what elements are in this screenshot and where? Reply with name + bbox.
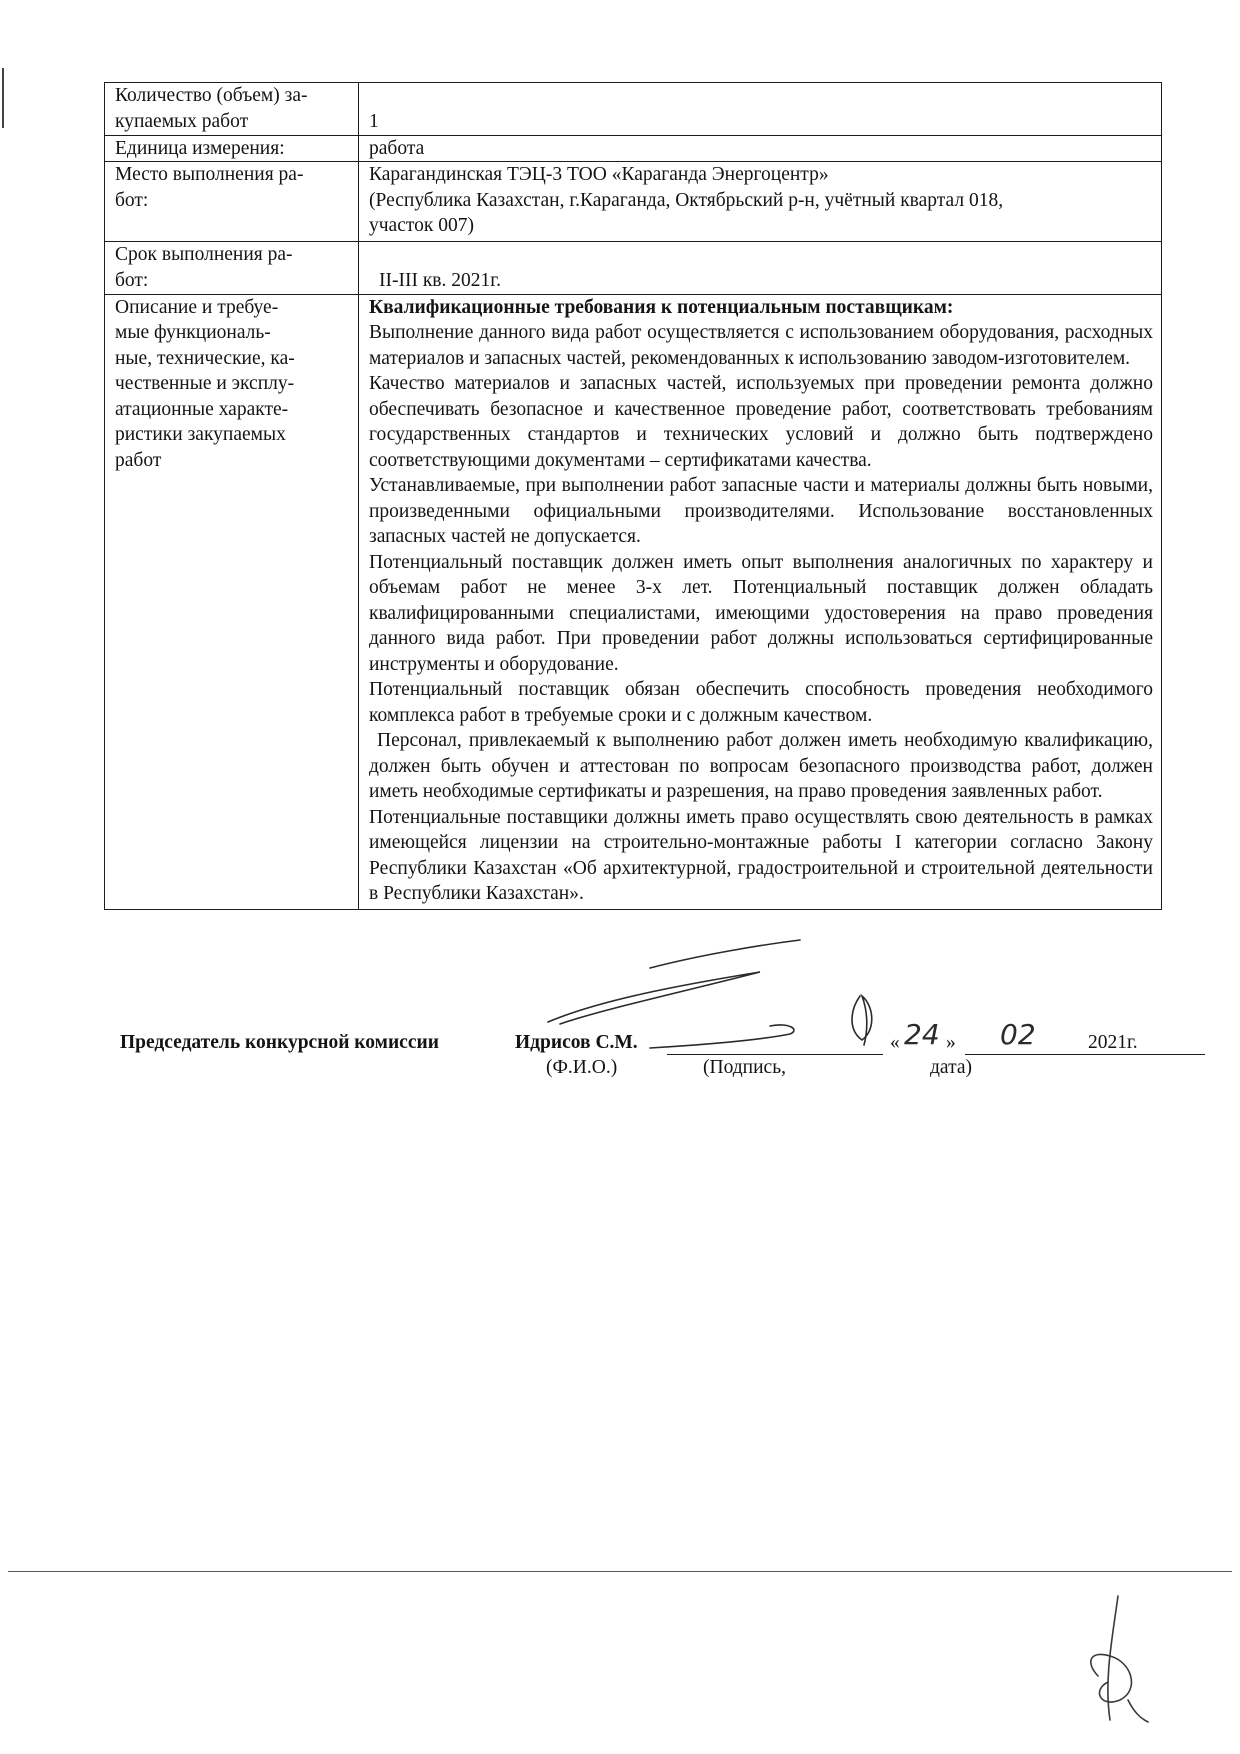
quantity-label-cell — [105, 83, 359, 136]
requirements-table — [104, 82, 1162, 910]
requirement-paragraph: Качество материалов и запасных частей, используемых при проведении ремонта должно обеспечивать безопасное и качественное проведение работ, соответствовать требованиям государственных стандартов и технических условий и должно быть подтверждено соответствующими документами – сертификатами качества. — [369, 373, 1153, 471]
requirements-heading: Квалификационные требования к потенциальным поставщикам: — [369, 296, 954, 318]
date-year: 2021г. — [1088, 1032, 1138, 1053]
row-value: II-III кв. 2021г. — [379, 270, 501, 291]
table-row-unit — [105, 135, 1162, 162]
deadline-value-cell — [359, 242, 1162, 295]
unit-label-cell — [105, 135, 359, 162]
table-row-deadline — [105, 242, 1162, 295]
deadline-label-cell — [105, 242, 359, 295]
requirement-paragraph: Потенциальный поставщик должен иметь опыт выполнения аналогичных по характеру и объемам работ не менее 3-х лет. Потенциальный поставщик должен обладать квалифицированными специалистами, имеющими удостоверения на право проведения данного вида работ. При проведении работ должны использоваться сертифицированные инструменты и оборудование. — [369, 551, 1153, 675]
date-month: 02 — [1000, 1018, 1036, 1051]
location-label-cell — [105, 162, 359, 242]
row-label: Количество (объем) за- купаемых работ — [115, 85, 308, 132]
row-label: Единица измерения: — [115, 137, 285, 159]
scan-edge-mark — [2, 68, 4, 128]
table-row-quantity — [105, 83, 1162, 136]
requirement-paragraph: Потенциальный поставщик обязан обеспечить способность проведения необходимого комплекса работ в требуемые сроки и с должным качеством. — [369, 679, 1153, 726]
date-line — [965, 1054, 1205, 1055]
date-quote-close: » — [946, 1032, 956, 1053]
location-value-cell — [359, 162, 1162, 242]
description-label-cell — [105, 294, 359, 909]
description-value-cell — [359, 294, 1162, 909]
row-value: 1 — [369, 111, 379, 132]
initials-mark — [1091, 1596, 1148, 1722]
table-row-description — [105, 294, 1162, 909]
signature-line — [667, 1054, 883, 1055]
table-row-location — [105, 162, 1162, 242]
row-label: Описание и требуе- мые функциональ- ные, технические, ка- чественные и эксплу- атационные характе- ристики закупаемых работ — [115, 296, 295, 471]
row-value: Карагандинская ТЭЦ-3 ТОО «Караганда Энергоцентр» (Республика Казахстан, г.Караганда, Октябрьский р-н, учётный квартал 018, участок 007) — [369, 164, 1004, 236]
page-divider-line — [8, 1571, 1232, 1572]
row-value: работа — [369, 137, 425, 159]
row-label: Срок выполнения ра- бот: — [115, 244, 293, 291]
row-label: Место выполнения ра- бот: — [115, 164, 304, 211]
caption-fio: (Ф.И.О.) — [546, 1057, 618, 1078]
requirement-paragraph: Выполнение данного вида работ осуществляется с использованием оборудования, расходных материалов и запасных частей, рекомендованных к использованию заводом-изготовителем. — [369, 322, 1153, 369]
date-quote-open: « — [890, 1032, 900, 1053]
signer-name: Идрисов С.М. — [515, 1032, 638, 1053]
requirement-paragraph: Устанавливаемые, при выполнении работ запасные части и материалы должны быть новыми, произведенными официальными производителями. Использование восстановленных запасных частей не допускается. — [369, 475, 1153, 547]
chair-label: Председатель конкурсной комиссии — [120, 1032, 439, 1053]
unit-value-cell — [359, 135, 1162, 162]
date-day: 24 — [904, 1018, 940, 1051]
quantity-value-cell — [359, 83, 1162, 136]
requirement-paragraph: Персонал, привлекаемый к выполнению работ должен иметь необходимую квалификацию, должен быть обучен и аттестован по вопросам безопасного производства работ, должен иметь необходимые сертификаты и разрешения, на право проведения заявленных работ. — [369, 730, 1153, 802]
signature-captions — [120, 1057, 1160, 1087]
requirement-paragraph: Потенциальные поставщики должны иметь право осуществлять свою деятельность в рамках имеющейся лицензии на строительно-монтажные работы I категории согласно Закону Республики Казахстан «Об архитектурной, градостроительной и строительной деятельности в Республики Казахстан». — [369, 806, 1153, 904]
caption-date: дата) — [930, 1057, 972, 1078]
caption-sign: (Подпись, — [703, 1057, 786, 1078]
